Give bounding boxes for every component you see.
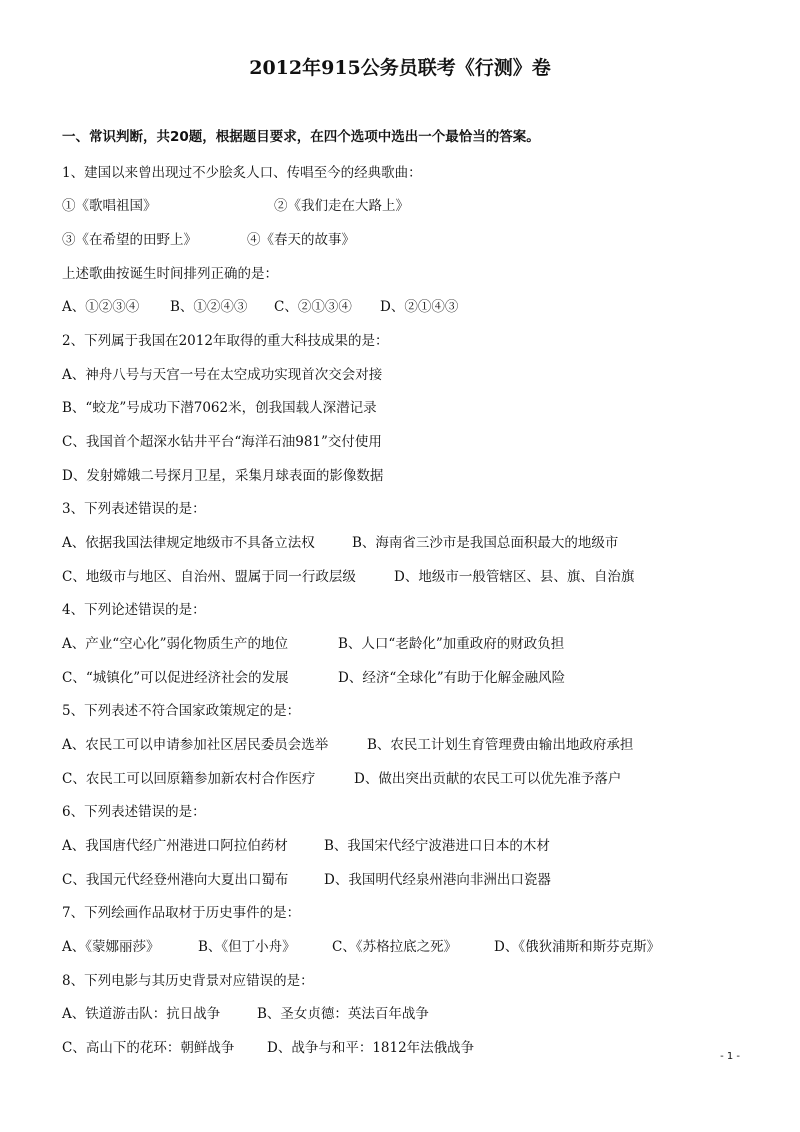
question-4-option-d: D、经济“全球化”有助于化解金融风险 (338, 670, 566, 686)
question-6-option-d: D、我国明代经泉州港向非洲出口瓷器 (324, 872, 551, 888)
question-3-option-d: D、地级市一般管辖区、县、旗、自治旗 (394, 569, 635, 585)
question-1-stem: 1、建国以来曾出现过不少脍炙人口、传唱至今的经典歌曲： (62, 165, 422, 181)
question-4-option-c: C、“城镇化”可以促进经济社会的发展 (62, 670, 289, 686)
question-4-stem: 4、下列论述错误的是： (62, 602, 206, 618)
question-4-option-a: A、产业“空心化”弱化物质生产的地位 (62, 636, 289, 652)
question-2-option-c: C、我国首个超深水钻井平台“海洋石油981”交付使用 (62, 434, 382, 450)
question-6-option-b: B、我国宋代经宁波港进口日本的木材 (324, 838, 550, 854)
question-1-item-1: ①《歌唱祖国》 (62, 198, 157, 214)
question-3-option-c: C、地级市与地区、自治州、盟属于同一行政层级 (62, 569, 356, 585)
question-5-option-c: C、农民工可以回原籍参加新农村合作医疗 (62, 771, 316, 787)
page-number: - 1 - (720, 1051, 740, 1062)
question-1-option-d: D、②①④③ (380, 299, 459, 315)
question-4-option-b: B、人口“老龄化”加重政府的财政负担 (338, 636, 565, 652)
question-2-option-b: B、“蛟龙”号成功下潜7062米，创我国载人深潜记录 (62, 400, 377, 416)
question-7-option-d: D、《俄狄浦斯和斯芬克斯》 (494, 939, 661, 955)
question-1-item-4: ④《春天的故事》 (247, 232, 355, 248)
question-6-option-c: C、我国元代经登州港向大夏出口蜀布 (62, 872, 289, 888)
question-8-option-a: A、铁道游击队：抗日战争 (62, 1006, 221, 1022)
question-6-stem: 6、下列表述错误的是： (62, 804, 206, 820)
question-5-option-a: A、农民工可以申请参加社区居民委员会选举 (62, 737, 329, 753)
question-5-stem: 5、下列表述不符合国家政策规定的是： (62, 703, 301, 719)
question-8-option-b: B、圣女贞德：英法百年战争 (257, 1006, 429, 1022)
question-6-option-a: A、我国唐代经广州港进口阿拉伯药材 (62, 838, 288, 854)
section-heading: 一、常识判断，共20题，根据题目要求，在四个选项中选出一个最恰当的答案。 (62, 129, 540, 145)
question-1-option-c: C、②①③④ (274, 299, 352, 315)
question-3-option-a: A、依据我国法律规定地级市不具备立法权 (62, 535, 315, 551)
question-8-option-c: C、高山下的花环：朝鲜战争 (62, 1040, 235, 1056)
question-8-option-d: D、战争与和平：1812年法俄战争 (267, 1040, 475, 1056)
question-7-stem: 7、下列绘画作品取材于历史事件的是： (62, 905, 301, 921)
page-title: 2012年915公务员联考《行测》卷 (249, 57, 551, 79)
question-1-item-3: ③《在希望的田野上》 (62, 232, 197, 248)
question-5-option-d: D、做出突出贡献的农民工可以优先准予落户 (354, 771, 622, 787)
question-3-option-b: B、海南省三沙市是我国总面积最大的地级市 (352, 535, 619, 551)
question-1-option-b: B、①②④③ (170, 299, 248, 315)
question-8-stem: 8、下列电影与其历史背景对应错误的是： (62, 973, 314, 989)
question-1-item-2: ②《我们走在大路上》 (274, 198, 409, 214)
question-2-stem: 2、下列属于我国在2012年取得的重大科技成果的是： (62, 333, 389, 349)
question-2-option-a: A、神舟八号与天宫一号在太空成功实现首次交会对接 (62, 367, 383, 383)
question-1-ask: 上述歌曲按诞生时间排列正确的是： (62, 266, 278, 282)
question-7-option-b: B、《但丁小舟》 (198, 939, 296, 955)
question-7-option-c: C、《苏格拉底之死》 (332, 939, 458, 955)
question-1-option-a: A、①②③④ (62, 299, 140, 315)
question-2-option-d: D、发射嫦娥二号探月卫星，采集月球表面的影像数据 (62, 468, 384, 484)
question-3-stem: 3、下列表述错误的是： (62, 501, 206, 517)
question-7-option-a: A、《蒙娜丽莎》 (62, 939, 160, 955)
question-5-option-b: B、农民工计划生育管理费由输出地政府承担 (367, 737, 634, 753)
